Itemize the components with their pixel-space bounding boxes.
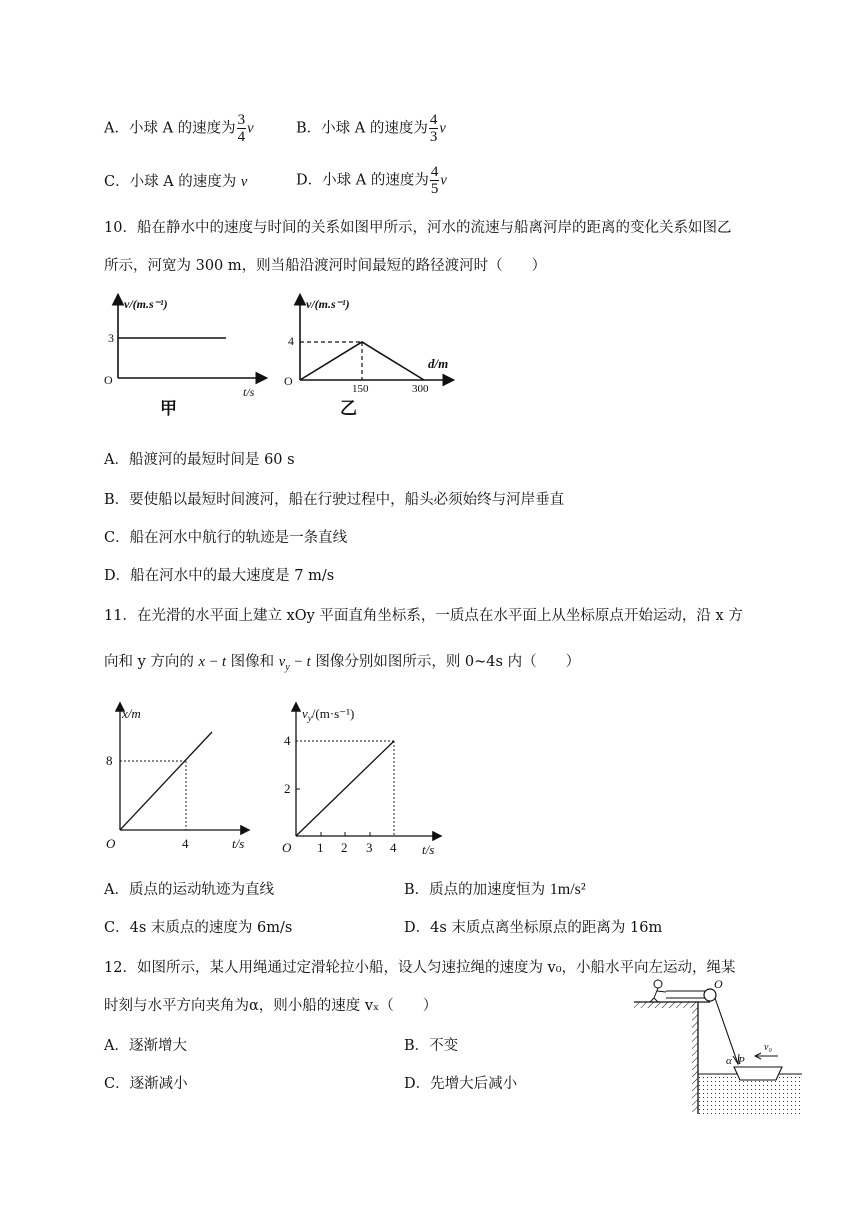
q11-option-a: A．质点的运动轨迹为直线: [104, 882, 274, 898]
q12-stem-line1: 12．如图所示，某人用绳通过定滑轮拉小船，设人匀速拉绳的速度为 v₀，小船水平向左运动，绳某: [104, 960, 736, 976]
q9-option-d-text: D．小球 A 的速度为: [296, 172, 429, 189]
y-axis-label: v/(m.s⁻¹): [124, 297, 168, 311]
x-tick-label: 4: [182, 836, 189, 851]
x-tick-label-4: 4: [390, 840, 397, 855]
origin-label: O: [284, 374, 293, 388]
figure-caption: 甲: [160, 399, 177, 419]
q11-option-b: B．质点的加速度恒为 1m/s²: [404, 881, 586, 898]
figure-pulley-boat: [630, 976, 810, 1116]
y-axis-label: $v_y/(m\cdot s^{-1})$: [302, 706, 355, 723]
origin-label: O: [282, 840, 292, 855]
y-tick-label: 4: [288, 334, 294, 348]
fraction: $\frac{3}{4}$: [237, 112, 246, 145]
velocity-profile: [300, 342, 424, 380]
q11-stem-line2: 向和 y 方向的 x − t 图像和 $v_y - t$ 图像分别如图所示，则 0~4s 内（ ）: [104, 654, 581, 673]
y-axis-label: v/(m.s⁻¹): [306, 297, 350, 311]
figure-yi: [282, 290, 472, 420]
q9-option-b: B．小球 A 的速度为 $\frac{4}{3}$ v: [296, 112, 446, 145]
q9-option-b-text: B．小球 A 的速度为: [296, 120, 428, 137]
x-tick-label-300: 300: [412, 383, 429, 395]
x-axis-label: d/m: [428, 356, 449, 371]
angle-label: α: [726, 1055, 732, 1067]
y-tick-label: 8: [106, 753, 113, 768]
velocity-label: v₀: [764, 1042, 772, 1053]
figure-x-t: [100, 698, 260, 858]
q10-option-c: C．船在河水中航行的轨迹是一条直线: [104, 530, 348, 546]
person-arm: [657, 991, 666, 992]
data-line: [120, 732, 212, 830]
cliff-hatch: [692, 1002, 698, 1112]
fraction: $\frac{4}{5}$: [430, 164, 439, 197]
point-label: P: [738, 1055, 745, 1067]
boat: [734, 1067, 782, 1080]
ground-hatch: [634, 1002, 694, 1008]
x-tick-label-3: 3: [366, 840, 373, 855]
q9-option-a-text: A．小球 A 的速度为: [104, 120, 236, 137]
q11-option-c: C．4s 末质点的速度为 6m/s: [104, 920, 293, 936]
q12-option-d: D．先增大后减小: [404, 1076, 518, 1092]
y-tick-label-2: 2: [284, 781, 291, 796]
data-line: [296, 741, 394, 836]
q10-option-b: B．要使船以最短时间渡河，船在行驶过程中，船头必须始终与河岸垂直: [104, 492, 565, 508]
figure-jia: [100, 290, 280, 420]
q9-option-a: A．小球 A 的速度为 $\frac{3}{4}$ v: [104, 112, 254, 145]
q12-option-c: C．逐渐减小: [104, 1076, 188, 1092]
x-axis-label: t/s: [422, 842, 435, 857]
q10-stem-line1: 10．船在静水中的速度与时间的关系如图甲所示，河水的流速与船离河岸的距离的变化关系如图乙: [104, 220, 732, 236]
q11-stem-line1: 11．在光滑的水平面上建立 xOy 平面直角坐标系，一质点在水平面上从坐标原点开始运动，沿 x 方: [104, 608, 743, 624]
q9-option-d: D．小球 A 的速度为 $\frac{4}{5}$ v: [296, 164, 447, 197]
x-tick-label-150: 150: [352, 383, 369, 395]
q9-option-c-text: C．小球 A 的速度为: [104, 174, 241, 190]
q10-option-a: A．船渡河的最短时间是 60 s: [104, 452, 295, 468]
x-tick-label-1: 1: [317, 840, 324, 855]
q12-option-b: B．不变: [404, 1038, 459, 1054]
pulley-label: O: [714, 977, 723, 991]
q12-option-a: A．逐渐增大: [104, 1038, 187, 1054]
origin-label: O: [104, 373, 113, 387]
y-axis-label: x/m: [122, 706, 141, 721]
q10-stem-line2: 所示，河宽为 300 m，则当船沿渡河时间最短的路径渡河时（ ）: [104, 258, 547, 274]
person-body: [654, 988, 658, 998]
q12-stem-line2: 时刻与水平方向夹角为α，则小船的速度 vₓ（ ）: [104, 998, 438, 1014]
figure-caption: 乙: [340, 399, 357, 419]
x-axis-label: t/s: [232, 836, 245, 851]
fraction: $\frac{4}{3}$: [429, 112, 438, 145]
q11-option-d: D．4s 末质点离坐标原点的距离为 16m: [404, 920, 663, 936]
q9-option-c: C．小球 A 的速度为 v: [104, 174, 248, 190]
person-head: [654, 980, 662, 988]
y-tick-label: 3: [108, 331, 114, 345]
y-tick-label-4: 4: [284, 733, 291, 748]
figure-vy-t: [280, 698, 450, 858]
x-tick-label-2: 2: [341, 840, 348, 855]
origin-label: O: [106, 836, 116, 851]
x-axis-label: t/s: [243, 385, 255, 399]
q10-option-d: D．船在河水中的最大速度是 7 m/s: [104, 568, 335, 584]
